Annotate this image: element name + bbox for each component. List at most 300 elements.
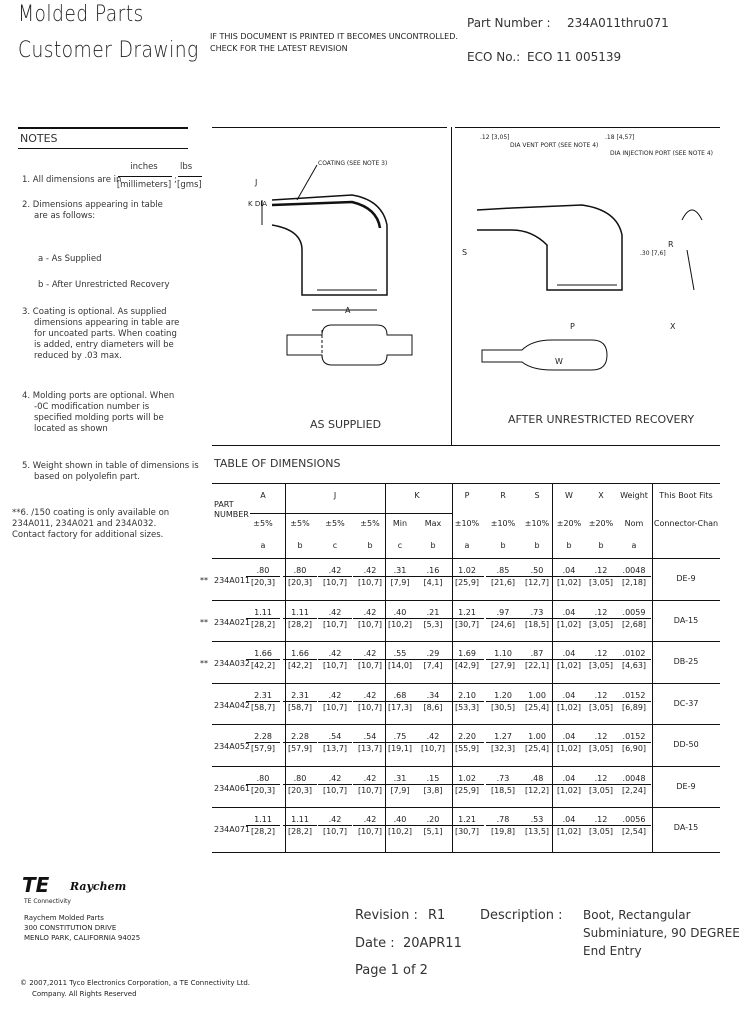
mm-value: [13,7] — [357, 744, 383, 753]
inch-value: .48 — [520, 773, 554, 785]
connector-fit: DA-15 — [673, 615, 699, 625]
table-row-rule — [212, 724, 720, 725]
mm-value: [13,5] — [524, 827, 550, 836]
dimension-cell — [486, 814, 520, 837]
mm-value: [10,7] — [322, 661, 348, 670]
mm-value: [19,8] — [490, 827, 516, 836]
mm-value: [18,5] — [524, 619, 550, 629]
condition-header: b — [500, 541, 506, 550]
inch-value: .31 — [383, 773, 417, 785]
dim-j: J — [255, 178, 258, 187]
inch-value: .42 — [318, 648, 352, 660]
inch-value: .04 — [552, 565, 586, 577]
dimension-cell — [520, 773, 554, 796]
mm-value: [10,7] — [357, 578, 383, 587]
note-1-sep: ; — [174, 175, 177, 185]
mm-value: [2,18] — [621, 578, 647, 587]
raychem-brand: Raychem — [70, 880, 127, 893]
inch-value: .12 — [584, 648, 618, 660]
condition-header: b — [430, 541, 436, 550]
condition-header: b — [367, 541, 373, 550]
dimension-cell — [520, 607, 554, 630]
mm-value: [55,9] — [454, 744, 480, 753]
note-1-lbs: lbs — [180, 162, 193, 172]
mm-value: [57,9] — [287, 744, 313, 753]
dimension-cell — [617, 648, 651, 671]
address-line: MENLO PARK, CALIFORNIA 94025 — [24, 934, 141, 942]
inch-value: .75 — [383, 731, 417, 743]
mm-value: [25,4] — [524, 702, 550, 712]
note-1-mm: [millimeters] — [116, 180, 172, 190]
inch-value: .97 — [486, 607, 520, 619]
connector-fit: DD-50 — [673, 740, 699, 749]
note-2b: b - After Unrestricted Recovery — [38, 280, 170, 290]
inch-value: .55 — [383, 648, 417, 660]
date-value: 20APR11 — [403, 936, 462, 951]
inch-value: .42 — [353, 648, 387, 660]
table-title: TABLE OF DIMENSIONS — [214, 457, 341, 470]
dimension-cell — [383, 773, 417, 796]
mm-value: [25,4] — [524, 744, 550, 753]
dimension-cell — [617, 565, 651, 588]
mm-value: [20,3] — [287, 578, 313, 587]
mm-value: [4,1] — [423, 578, 443, 587]
note-1-gms: [gms] — [177, 180, 202, 190]
inch-value: .80 — [246, 773, 280, 785]
table-rule — [212, 558, 720, 559]
note-6: **6. /150 coating is only available on — [12, 508, 170, 518]
mm-value: [12,7] — [524, 578, 550, 587]
dimension-cell — [552, 731, 586, 754]
mm-value: [42,9] — [454, 661, 480, 670]
inch-value: .42 — [353, 690, 387, 702]
notes-title: NOTES — [20, 132, 58, 145]
inch-value: .0152 — [617, 731, 651, 743]
table-row-rule — [212, 852, 720, 853]
dimension-cell — [486, 648, 520, 671]
te-tagline: TE Connectivity — [24, 898, 71, 905]
dimension-cell — [552, 814, 586, 837]
inch-value: .40 — [383, 607, 417, 619]
dimension-cell — [450, 565, 484, 588]
row-mark: ** — [200, 659, 208, 668]
dimension-cell — [353, 814, 387, 837]
mm-value: [1,02] — [556, 578, 582, 587]
page-indicator: Page 1 of 2 — [355, 963, 428, 978]
inch-value: .53 — [520, 814, 554, 826]
condition-header: c — [397, 541, 403, 550]
dim-30: .30 [7,6] — [640, 250, 666, 257]
table-rule — [212, 483, 720, 484]
mm-value: [58,7] — [250, 702, 276, 712]
connector-fit: DB-25 — [673, 657, 699, 666]
inch-value: 1.20 — [486, 690, 520, 702]
date-label: Date : — [355, 936, 395, 951]
mm-value: [14,0] — [387, 661, 413, 670]
mm-value: [10,7] — [322, 785, 348, 795]
fits-header: This Boot Fits — [659, 491, 713, 500]
fits-header: Connector-Chan — [653, 519, 719, 528]
dimension-cell — [552, 773, 586, 796]
mm-value: [10,7] — [420, 744, 446, 753]
dimension-cell — [383, 814, 417, 837]
mm-value: [7,9] — [390, 578, 410, 587]
inch-value: 2.31 — [246, 690, 280, 702]
mm-value: [3,05] — [588, 785, 614, 795]
part-number-cell: 234A021 — [214, 617, 251, 627]
mm-value: [10,7] — [322, 827, 348, 836]
mm-value: [3,05] — [588, 619, 614, 629]
inch-value: .42 — [353, 814, 387, 826]
inch-value: 1.02 — [450, 773, 484, 785]
table-row-rule — [212, 683, 720, 684]
note-2a: a - As Supplied — [38, 254, 102, 264]
inch-value: .80 — [246, 565, 280, 577]
mm-value: [10,2] — [387, 619, 413, 629]
mm-value: [57,9] — [250, 744, 276, 753]
mm-value: [2,68] — [621, 619, 647, 629]
dimension-cell — [383, 648, 417, 671]
note-6: 234A011, 234A021 and 234A032. — [12, 519, 157, 529]
note-3: dimensions appearing in table are — [34, 318, 180, 328]
dimension-cell — [318, 565, 352, 588]
vent-port-label: DIA VENT PORT (SEE NOTE 4) — [510, 142, 599, 149]
inch-value: 1.21 — [450, 607, 484, 619]
dimension-cell — [416, 565, 450, 588]
dimension-cell — [383, 731, 417, 754]
part-number-cell: 234A052 — [214, 742, 251, 751]
dimension-cell — [383, 607, 417, 630]
dimension-cell — [246, 648, 280, 671]
dimension-cell — [486, 731, 520, 754]
dimension-cell — [552, 690, 586, 713]
dimension-cell — [246, 773, 280, 796]
revision-warning: CHECK FOR THE LATEST REVISION — [210, 44, 348, 53]
inch-value: .0048 — [617, 773, 651, 785]
injection-port-label: DIA INJECTION PORT (SEE NOTE 4) — [610, 150, 713, 157]
condition-header: b — [534, 541, 540, 550]
tolerance-header: ±5% — [360, 519, 380, 528]
inch-value: .80 — [283, 565, 317, 577]
mm-value: [10,7] — [357, 785, 383, 795]
inch-value: .42 — [318, 607, 352, 619]
coating-label: COATING (SEE NOTE 3) — [318, 160, 388, 167]
inch-value: .04 — [552, 648, 586, 660]
dimension-cell — [283, 814, 317, 837]
inch-value: .42 — [353, 773, 387, 785]
tolerance-header: Min — [392, 519, 408, 528]
eco-number: ECO 11 005139 — [527, 50, 622, 64]
dimension-cell — [552, 648, 586, 671]
part-header: NUMBER — [214, 510, 249, 519]
connector-fit: DE-9 — [676, 781, 696, 791]
mm-value: [30,7] — [454, 827, 480, 836]
condition-header: a — [260, 541, 266, 550]
revision-label: Revision : — [355, 908, 418, 923]
inch-value: .12 — [584, 565, 618, 577]
inch-value: .12 — [584, 607, 618, 619]
mm-value: [1,02] — [556, 702, 582, 712]
tolerance-header: Nom — [624, 519, 644, 528]
column-header-r: R — [500, 491, 506, 500]
tolerance-header: Max — [424, 519, 442, 528]
dimension-cell — [450, 731, 484, 754]
inch-value: 1.10 — [486, 648, 520, 660]
dimension-cell — [552, 565, 586, 588]
row-mark: ** — [200, 576, 208, 585]
inch-value: 2.28 — [283, 731, 317, 743]
column-header-k: K — [414, 491, 420, 500]
column-header-a: A — [260, 491, 266, 500]
inch-value: 1.69 — [450, 648, 484, 660]
dimension-cell — [450, 648, 484, 671]
condition-header: c — [332, 541, 338, 550]
dimension-cell — [353, 648, 387, 671]
inch-value: .04 — [552, 731, 586, 743]
inj-dim: .18 [4,57] — [605, 134, 635, 141]
inch-value: .42 — [318, 690, 352, 702]
dim-s: S — [462, 248, 468, 257]
dimension-cell — [450, 773, 484, 796]
column-header-weight: Weight — [620, 491, 648, 500]
inch-value: .15 — [416, 773, 450, 785]
connector-fit: DA-15 — [673, 823, 699, 832]
dimension-cell — [520, 565, 554, 588]
description-label: Description : — [480, 908, 563, 923]
mm-value: [30,5] — [490, 702, 516, 712]
dim-x: X — [670, 322, 676, 331]
inch-value: .0056 — [617, 814, 651, 826]
mm-value: [18,5] — [490, 785, 516, 795]
note-4: -0C modification number is — [34, 402, 150, 412]
inch-value: .40 — [383, 814, 417, 826]
dimension-cell — [617, 690, 651, 713]
inch-value: 2.20 — [450, 731, 484, 743]
note-2: are as follows: — [34, 211, 96, 221]
dimension-cell — [617, 773, 651, 796]
mm-value: [3,05] — [588, 744, 614, 753]
description-line: Subminiature, 90 DEGREE — [583, 926, 740, 940]
dim-a: A — [345, 306, 351, 315]
inch-value: .42 — [416, 731, 450, 743]
description-line: End Entry — [583, 944, 642, 958]
dimension-cell — [416, 690, 450, 713]
dimension-cell — [318, 731, 352, 754]
inch-value: .0059 — [617, 607, 651, 619]
dim-p: P — [570, 322, 575, 331]
table-rule — [250, 513, 452, 514]
table-row-rule — [212, 766, 720, 767]
inch-value: .42 — [318, 773, 352, 785]
mm-value: [10,2] — [387, 827, 413, 836]
mm-value: [42,2] — [287, 661, 313, 670]
note-3: is added, entry diameters will be — [34, 340, 174, 350]
table-row-rule — [212, 600, 720, 601]
mm-value: [22,1] — [524, 661, 550, 670]
dimension-cell — [318, 814, 352, 837]
inch-value: .0048 — [617, 565, 651, 577]
dim-r: R — [668, 240, 674, 249]
inch-value: .04 — [552, 773, 586, 785]
inch-value: .80 — [283, 773, 317, 785]
inch-value: 1.11 — [283, 607, 317, 619]
inch-value: .21 — [416, 607, 450, 619]
dimension-cell — [584, 814, 618, 837]
inch-value: 1.66 — [246, 648, 280, 660]
inch-value: .12 — [584, 814, 618, 826]
mm-value: [10,7] — [357, 702, 383, 712]
copyright: © 2007,2011 Tyco Electronics Corporation, a TE Connectivity Ltd. — [20, 979, 251, 987]
dimension-cell — [486, 607, 520, 630]
mm-value: [32,3] — [490, 744, 516, 753]
dimension-cell — [383, 690, 417, 713]
title-customer-drawing: Customer Drawing — [18, 38, 199, 63]
note-4: located as shown — [34, 424, 108, 434]
dimension-cell — [353, 773, 387, 796]
note-4: specified molding ports will be — [34, 413, 164, 423]
dimension-cell — [450, 607, 484, 630]
mm-value: [53,3] — [454, 702, 480, 712]
k-dia-label: K DIA — [248, 200, 268, 208]
mm-value: [27,9] — [490, 661, 516, 670]
dimension-cell — [318, 648, 352, 671]
dimension-cell — [617, 814, 651, 837]
tolerance-header: ±5% — [253, 519, 273, 528]
mm-value: [28,2] — [250, 827, 276, 836]
mm-value: [1,02] — [556, 744, 582, 753]
mm-value: [10,7] — [357, 661, 383, 670]
column-header-x: X — [598, 491, 604, 500]
inch-value: .12 — [584, 690, 618, 702]
dimension-cell — [520, 690, 554, 713]
inch-value: .04 — [552, 690, 586, 702]
part-number-cell: 234A061 — [214, 783, 251, 793]
mm-value: [1,02] — [556, 785, 582, 795]
condition-header: b — [598, 541, 604, 550]
dimension-cell — [353, 607, 387, 630]
description-line: Boot, Rectangular — [583, 908, 691, 922]
condition-header: b — [297, 541, 303, 550]
condition-header: b — [566, 541, 572, 550]
inch-value: .42 — [353, 565, 387, 577]
dimension-cell — [486, 773, 520, 796]
row-mark: ** — [200, 617, 208, 627]
mm-value: [2,24] — [621, 785, 647, 795]
condition-header: a — [631, 541, 637, 550]
revision-value: R1 — [428, 908, 446, 923]
mm-value: [28,2] — [250, 619, 276, 629]
dimension-cell — [520, 814, 554, 837]
mm-value: [7,4] — [423, 661, 443, 670]
mm-value: [10,7] — [322, 578, 348, 587]
dim-w: W — [555, 357, 563, 366]
inch-value: 1.11 — [246, 607, 280, 619]
dimension-cell — [283, 731, 317, 754]
mm-value: [1,02] — [556, 827, 582, 836]
mm-value: [20,3] — [250, 785, 276, 795]
dimension-cell — [416, 731, 450, 754]
dimension-cell — [584, 690, 618, 713]
inch-value: .54 — [353, 731, 387, 743]
column-header-w: W — [565, 491, 573, 500]
mm-value: [28,2] — [287, 619, 313, 629]
mm-value: [1,02] — [556, 661, 582, 670]
inch-value: .68 — [383, 690, 417, 702]
dimension-cell — [246, 565, 280, 588]
mm-value: [3,8] — [423, 785, 443, 795]
mm-value: [17,3] — [387, 702, 413, 712]
dimension-cell — [318, 773, 352, 796]
note-3: 3. Coating is optional. As supplied — [22, 307, 167, 317]
mm-value: [3,05] — [588, 661, 614, 670]
part-number: 234A011thru071 — [567, 16, 669, 30]
inch-value: .29 — [416, 648, 450, 660]
mm-value: [2,54] — [621, 827, 647, 836]
note-6: Contact factory for additional sizes. — [12, 530, 164, 540]
inch-value: .78 — [486, 814, 520, 826]
inch-value: .42 — [353, 607, 387, 619]
table-row-rule — [212, 807, 720, 808]
inch-value: .34 — [416, 690, 450, 702]
mm-value: [3,05] — [588, 578, 614, 587]
dimension-cell — [584, 773, 618, 796]
note-1: 1. All dimensions are in — [22, 175, 122, 185]
note-2: 2. Dimensions appearing in table — [22, 200, 163, 210]
dimension-cell — [617, 731, 651, 754]
mm-value: [6,90] — [621, 744, 647, 753]
as-supplied-bottom-view — [287, 325, 412, 365]
inch-value: .87 — [520, 648, 554, 660]
dimension-cell — [486, 565, 520, 588]
dimension-cell — [520, 731, 554, 754]
inch-value: .0102 — [617, 648, 651, 660]
mm-value: [10,7] — [357, 827, 383, 836]
note-5: 5. Weight shown in table of dimensions is — [22, 461, 199, 471]
inch-value: 2.31 — [283, 690, 317, 702]
mm-value: [20,3] — [287, 785, 313, 795]
dimension-cell — [450, 814, 484, 837]
inch-value: 1.27 — [486, 731, 520, 743]
mm-value: [28,2] — [287, 827, 313, 836]
dimension-cell — [318, 607, 352, 630]
note-5: based on polyolefin part. — [34, 472, 141, 482]
part-number-cell: 234A042 — [214, 700, 251, 710]
inch-value: .04 — [552, 607, 586, 619]
dimension-cell — [318, 690, 352, 713]
tolerance-header: ±10% — [524, 519, 550, 528]
table-row-rule — [212, 641, 720, 642]
dimension-cell — [353, 690, 387, 713]
mm-value: [25,9] — [454, 785, 480, 795]
dimension-cell — [246, 607, 280, 630]
inch-value: .73 — [520, 607, 554, 619]
column-header-j: J — [333, 491, 337, 500]
mm-value: [7,9] — [390, 785, 410, 795]
inch-value: .50 — [520, 565, 554, 577]
mm-value: [12,2] — [524, 785, 550, 795]
dimension-cell — [520, 648, 554, 671]
column-header-s: S — [534, 491, 540, 500]
mm-value: [5,3] — [423, 619, 443, 629]
inch-value: 1.21 — [450, 814, 484, 826]
address-line: 300 CONSTITUTION DRIVE — [24, 924, 117, 932]
dimension-cell — [353, 731, 387, 754]
part-number-label: Part Number : — [467, 16, 551, 30]
dimension-cell — [416, 607, 450, 630]
inch-value: 1.00 — [520, 690, 554, 702]
mm-value: [1,02] — [556, 619, 582, 629]
dimension-cell — [353, 565, 387, 588]
